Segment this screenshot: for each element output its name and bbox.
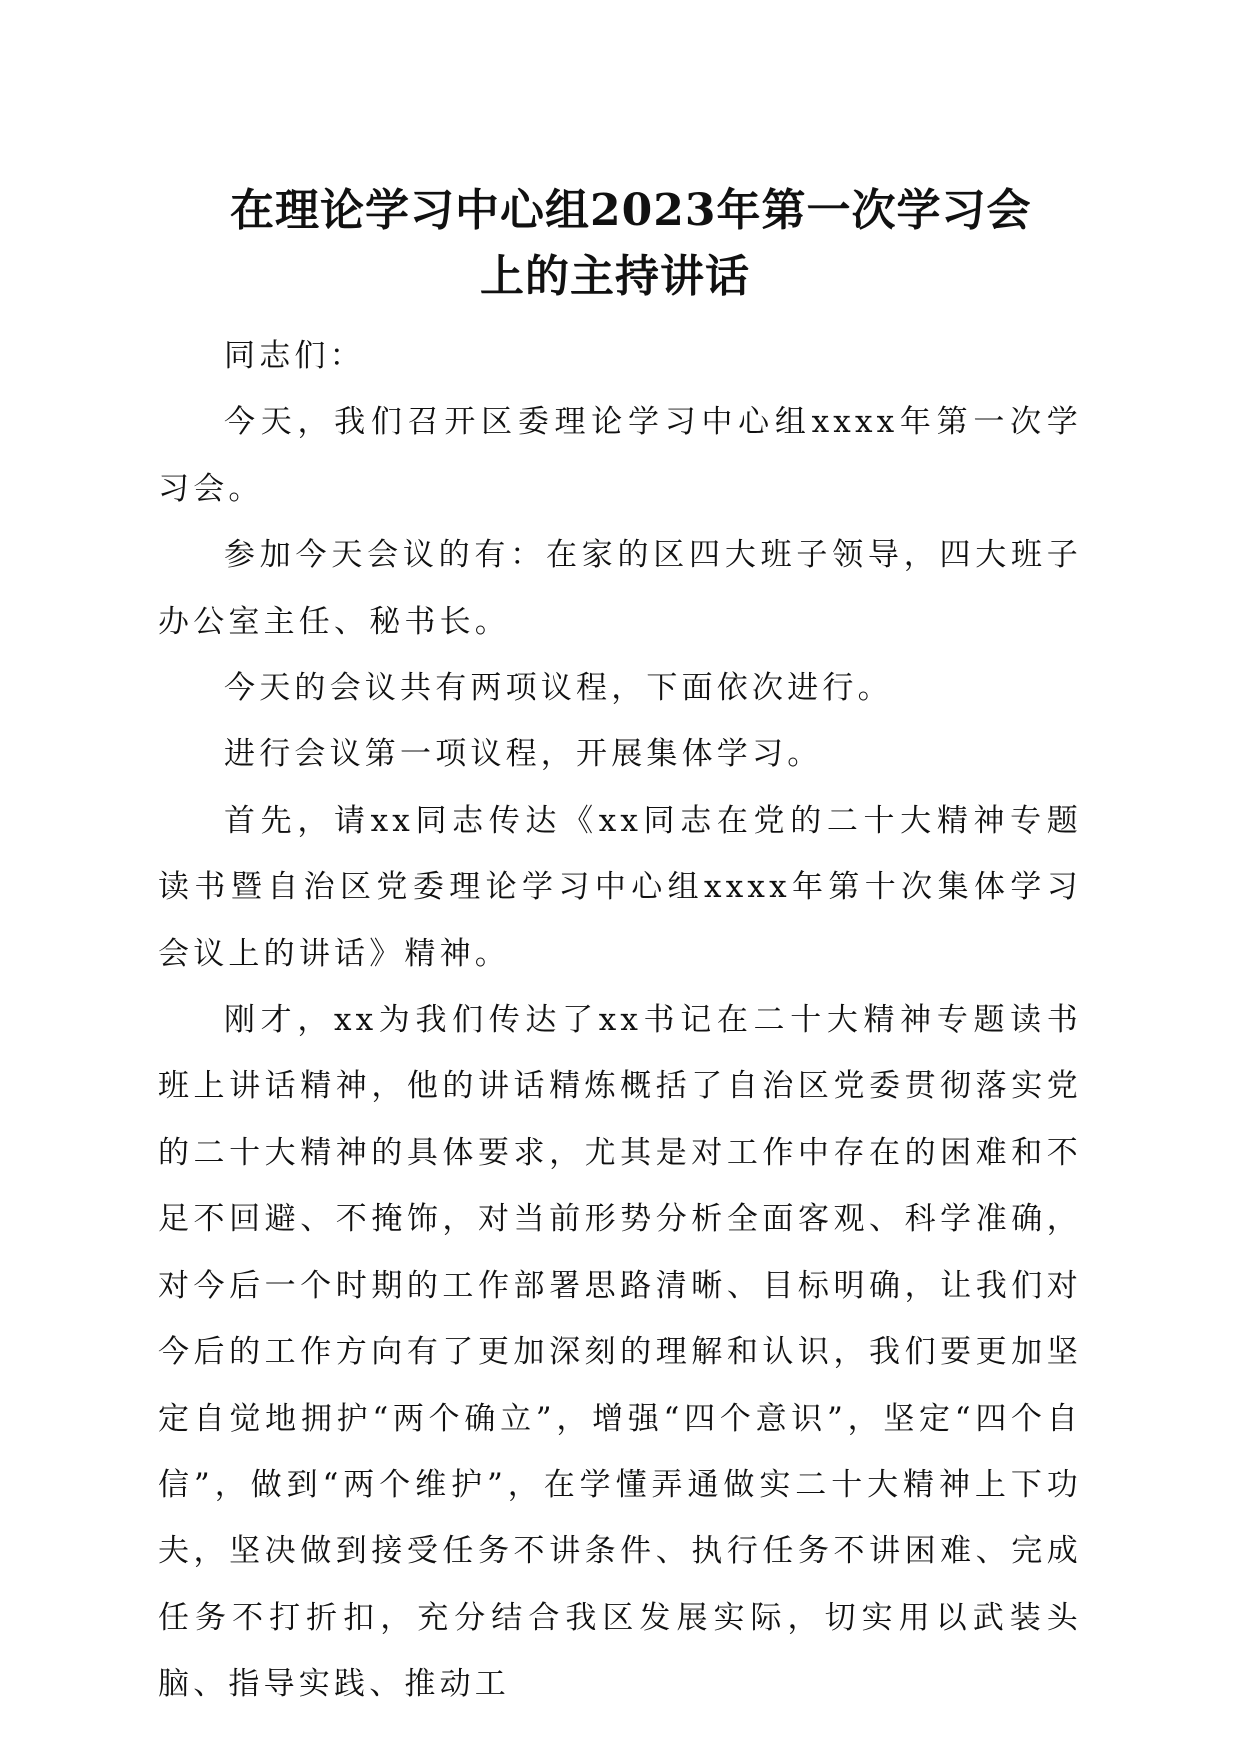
document-title	[230, 178, 1090, 310]
text-line: 进行会议第一项议程，开展集体学习。	[224, 736, 823, 773]
summary-paragraph	[158, 987, 1082, 1717]
text-line: 讲话精神，他的讲话精炼概括了自治区党委贯彻落实党的二十	[158, 1068, 1082, 1171]
document-body	[158, 323, 1082, 1718]
text-line: 参加今天会议的有：在家的区四大班子领导，四大班子办	[158, 537, 1082, 640]
text-line: 不掩饰，对当前形势分析全面客观、科学准确，对今后一个时	[158, 1201, 1083, 1304]
text-line: 首先，请xx同志传达《xx同志在党的二十大精神专题读书	[158, 802, 1082, 906]
text-line: 同志们：	[224, 338, 365, 374]
opening-paragraph	[158, 389, 1082, 522]
text-line: 受任务不讲条件、执行任务不讲困难、完成任务不打折扣，充	[158, 1533, 1082, 1636]
attendees-paragraph	[158, 522, 1082, 655]
text-line: 期的工作部署思路清晰、目标明确，让我们对今后的工作方向	[158, 1267, 1082, 1371]
text-line: 刚才，xx为我们传达了xx书记在二十大精神专题读书班上	[158, 1002, 1082, 1105]
title-line-1: 在理论学习中心组2023年第一次学习会	[230, 185, 1032, 236]
text-line: 个维护”，在学懂弄通做实二十大精神上下功夫，坚决做到接	[158, 1466, 1082, 1570]
text-line: 个确立”，增强“四个意识”，坚定“四个自信”，做到“两	[158, 1400, 1082, 1503]
text-line: 暨自治区党委理论学习中心组xxxx年第十次集体学习会议上的	[158, 869, 1082, 972]
text-line: 今天的会议共有两项议程，下面依次进行。	[224, 670, 893, 707]
title-line-2: 上的主持讲话	[480, 251, 750, 302]
agenda-paragraph	[158, 655, 1082, 721]
salutation-paragraph	[158, 323, 1082, 389]
text-line: 大精神的具体要求，尤其是对工作中存在的困难和不足不回避、	[158, 1134, 1082, 1238]
text-line: 今天，我们召开区委理论学习中心组xxxx年第一次学习会。	[158, 404, 1082, 507]
text-line: 有了更加深刻的理解和认识，我们要更加坚定自觉地拥护“两	[158, 1334, 1082, 1437]
text-line: 公室主任、秘书长。	[193, 603, 511, 640]
text-line: 分结合我区发展实际，切实用以武装头脑、指导实践、推动工	[158, 1599, 1082, 1703]
text-line: 讲话》精神。	[298, 935, 511, 972]
first-speech-paragraph	[158, 788, 1082, 987]
agenda-item-one-paragraph	[158, 721, 1082, 787]
